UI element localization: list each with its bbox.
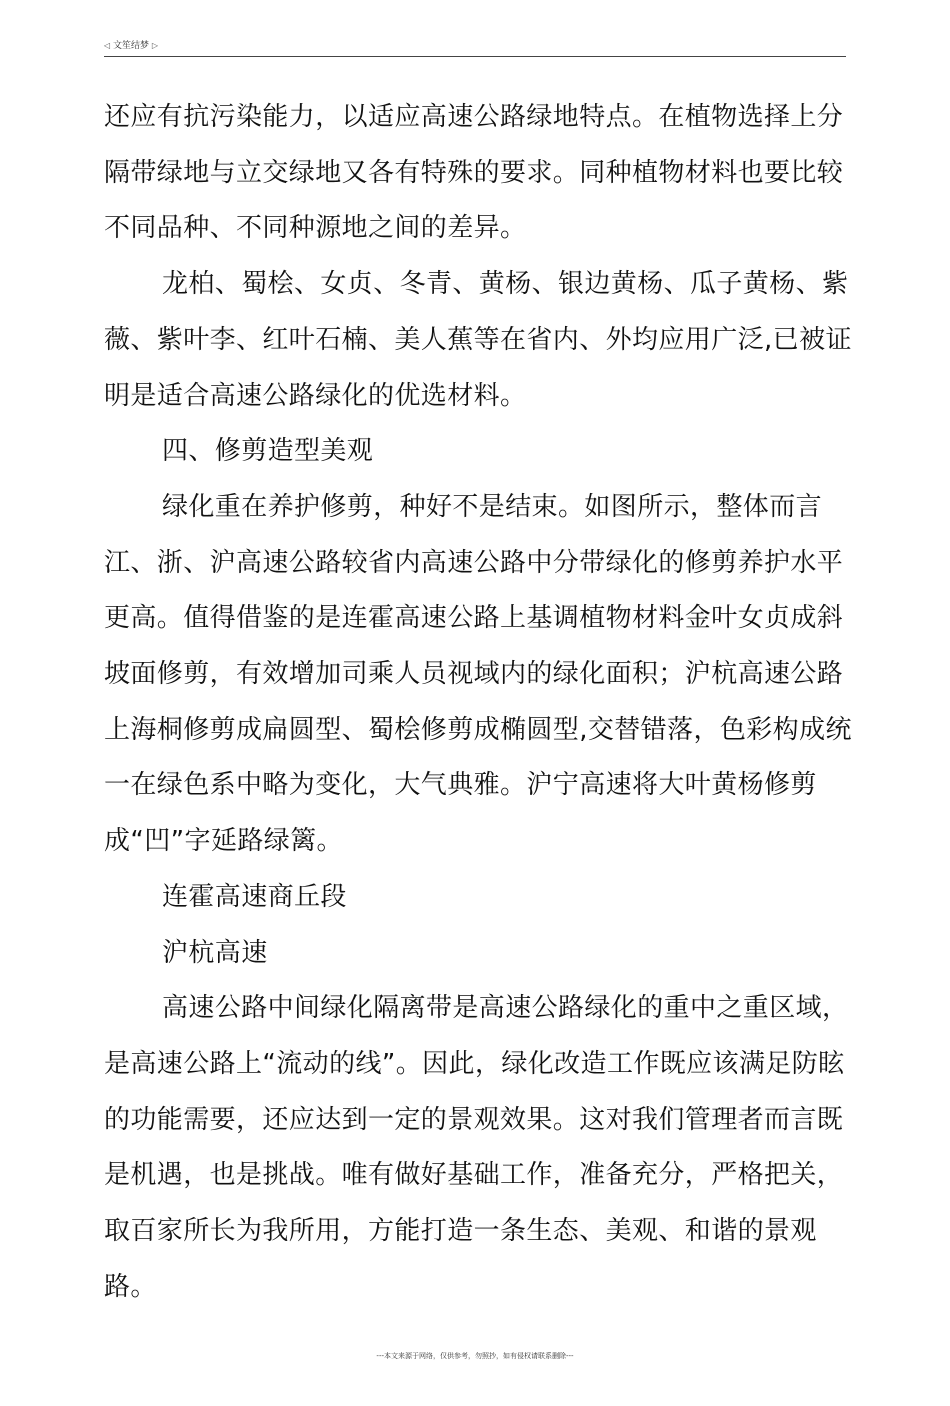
document-body [104,90,854,1315]
caption-lianhuo: 连霍高速商丘段 [162,881,347,912]
page-footer-disclaimer: ---本文来源于网络，仅供参考，勿照抄，如有侵权请联系删除--- [376,1352,574,1360]
triangle-left-icon: ◁ [104,41,111,50]
section-heading: 四、修剪造型美观 [162,436,374,467]
paragraph-conclusion: 高速公路中间绿化隔离带是高速公路绿化的重中之重区域，是高速公路上“流动的线”。因此，绿化改造工作既应该满足防眩的功能需要，还应达到一定的景观效果。这对我们管理者而言既是机遇，也是挑战。唯有做好基础工作，准备充分，严格把关，取百家所长为我所用，方能打造一条生态、美观、和谐的景观路。 [104,993,849,1302]
triangle-right-icon: ▷ [151,41,159,50]
header-brand-text: 文笙结梦 [113,41,150,51]
caption-huhang: 沪杭高速 [162,937,268,968]
paragraph-plant-list: 龙柏、蜀桧、女贞、冬青、黄杨、银边黄杨、瓜子黄杨、紫薇、紫叶李、红叶石楠、美人蕉等在省内、外均应用广泛,已被证明是适合高速公路绿化的优选材料。 [104,269,852,411]
paragraph-continuation: 还应有抗污染能力，以适应高速公路绿地特点。在植物选择上分隔带绿地与立交绿地又各有特殊的要求。同种植物材料也要比较不同品种、不同种源地之间的差异。 [104,102,844,244]
page-header [104,40,846,57]
header-brand [104,40,158,52]
paragraph-pruning: 绿化重在养护修剪，种好不是结束。如图所示，整体而言江、浙、沪高速公路较省内高速公路中分带绿化的修剪养护水平更高。值得借鉴的是连霍高速公路上基调植物材料金叶女贞成斜坡面修剪，有效增加司乘人员视域内的绿化面积；沪杭高速公路上海桐修剪成扁圆型、蜀桧修剪成椭圆型,交替错落，色彩构成统一在绿色系中略为变化，大气典雅。沪宁高速将大叶黄杨修剪成“凹”字延路绿篱。 [104,491,852,857]
